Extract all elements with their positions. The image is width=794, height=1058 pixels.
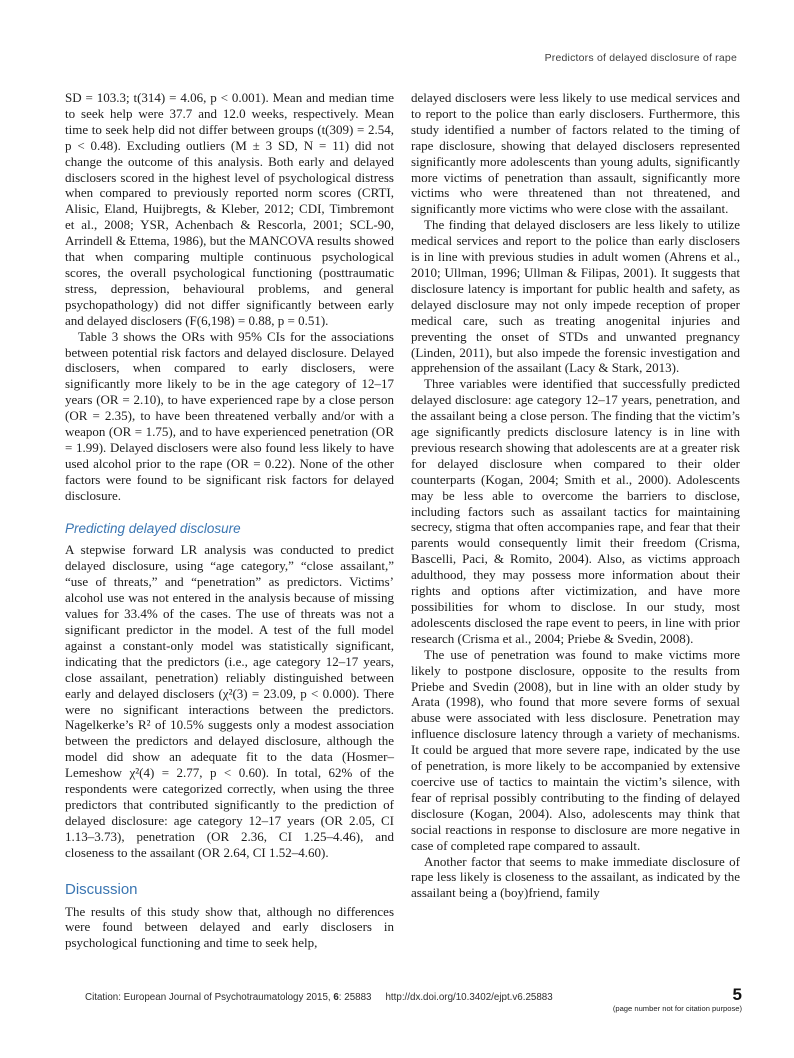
left-column bbox=[65, 90, 394, 951]
running-head: Predictors of delayed disclosure of rape bbox=[544, 52, 737, 64]
page-number-note: (page number not for citation purpose) bbox=[612, 1004, 742, 1013]
citation-text: Citation: European Journal of Psychotraumatology 2015, bbox=[85, 992, 334, 1003]
page-footer bbox=[85, 985, 742, 1013]
page-number-block bbox=[612, 985, 742, 1013]
citation-article-number: : 25883 bbox=[338, 992, 372, 1003]
page-number: 5 bbox=[732, 985, 742, 1004]
article-body bbox=[65, 90, 740, 951]
citation-volume: 6 bbox=[333, 992, 339, 1003]
paragraph-penetration: The use of penetration was found to make victims more likely to postpone disclosure, opposite to the results from Priebe and Svedin (2008), but in line with an older study by Arata (1998), who found that more severe forms of sexual abuse were associated with less disclosure. Penetration may influence disclosure latency through a variety of mechanisms. It could be argued that more severe rape, indicated by the use of penetration, is more likely to be accompanied by extensive coercive use of tactics to maintain the victim’s silence, with fear of reprisal possibly contributing to the finding of delayed disclosure (Kogan, 2004). Also, adolescents may think that social reactions in response to disclosure are more negative in case of completed rape compared to assault. bbox=[411, 646, 740, 853]
paragraph-closeness: Another factor that seems to make immediate disclosure of rape less likely is closeness to the assailant, as indicated by the assailant being a (boy)friend, family bbox=[411, 853, 740, 901]
section-heading-predicting-delayed-disclosure: Predicting delayed disclosure bbox=[65, 520, 241, 536]
paragraph-three-variables: Three variables were identified that successfully predicted delayed disclosure: age category 12–17 years, penetration, and the assailant being a close person. The finding that the victim’s age significantly predicts disclosure latency is in line with previous research showing that adolescents are at a greater risk for delayed disclosure when compared to their older counterparts (Kogan, 2004; Smith et al., 2000). Adolescents may be less able to overcome the barriers to disclose, including factors such as assailant tactics for maintaining secrecy, stigma that often accompanies rape, and fear that their parents would consequently limit their freedom (Crisma, Bascelli, Paci, & Romito, 2004). Also, as victims approach adulthood, they may possess more information about their rights and options after victimization, and have more possibilities for whom to disclose. In our study, most adolescents disclosed the rape event to peers, in line with prior research (Crisma et al., 2004; Priebe & Svedin, 2008). bbox=[411, 376, 740, 646]
paragraph-discussion-start: The results of this study show that, although no differences were found between delayed and early disclosers in psychological functioning and time to seek help, bbox=[65, 903, 394, 951]
paragraph-table3-results: Table 3 shows the ORs with 95% CIs for the associations between potential risk factors and delayed disclosure. Delayed disclosers, when compared to early disclosers, were significantly more likely to be in the age category of 12–17 years (OR = 2.10), to have experienced rape by a close person (OR = 2.35), to have been threatened verbally and/or with a weapon (OR = 1.75), and to have experienced penetration (OR = 1.99). Delayed disclosers were also found less likely to have used alcohol prior to the rape (OR = 0.22). None of the other factors were found to be significant risk factors for delayed disclosure. bbox=[65, 328, 394, 503]
section-heading-discussion: Discussion bbox=[65, 880, 138, 898]
doi-link[interactable]: http://dx.doi.org/10.3402/ejpt.v6.25883 bbox=[385, 992, 553, 1003]
citation-line bbox=[85, 988, 553, 1003]
paragraph-medical-services: The finding that delayed disclosers are less likely to utilize medical services and report to the police than early disclosers is in line with previous studies in adult women (Ahrens et al., 2010; Ullman, 1996; Ullman & Filipas, 2001). It suggests that disclosure latency is important for public health and safety, as delayed disclosure may not only impede reception of proper medical care, such as treating anogenital injuries and preventing the onset of STDs and unwanted pregnancy (Linden, 2011), but also impede the forensic investigation and apprehension of the assailant (Lacy & Stark, 2013). bbox=[411, 217, 740, 376]
right-column bbox=[411, 90, 740, 951]
paragraph-predicting-analysis: A stepwise forward LR analysis was conducted to predict delayed disclosure, using “age category,” “close assailant,” “use of threats,” and “penetration” as predictors. Victims’ alcohol use was not entered in the analysis because of missing values for 33.4% of the cases. The use of threats was not a significant predictor in the model. A test of the full model against a constant-only model was statistically significant, indicating that the predictors (i.e., age category 12–17 years, close assailant, penetration) reliably distinguished between early and delayed disclosers (χ²(3) = 23.09, p < 0.000). There were no significant interactions between the predictors. Nagelkerke’s R² of 10.5% suggests only a modest association between the predictors and delayed disclosure, although the model did show an adequate fit to the data (Hosmer–Lemeshow χ²(4) = 2.77, p < 0.60). In total, 62% of the respondents were categorized correctly, when using the three predictors that contributed significantly to the prediction of delayed disclosure: age category 12–17 years (OR 2.05, CI 1.13–3.73), penetration (OR 2.36, CI 1.25–4.46), and closeness to the assailant (OR 2.64, CI 1.52–4.60). bbox=[65, 542, 394, 860]
paragraph-results-continued: SD = 103.3; t(314) = 4.06, p < 0.001). Mean and median time to seek help were 37.7 and 12.0 weeks, respectively. Mean time to seek help did not differ between groups (t(309) = 2.54, p < 0.48). Excluding outliers (M ± 3 SD, N = 11) did not change the outcome of this analysis. Both early and delayed disclosers scored in the highest level of psychological distress when compared to previously reported norm scores (CRTI, Alisic, Eland, Huijbregts, & Kleber, 2012; CDI, Timbremont et al., 2008; YSR, Achenbach & Rescorla, 2001; SCL-90, Arrindell & Ettema, 1986), but the MANCOVA results showed that when comparing multiple continuous psychological scores, the overall psychological functioning (posttraumatic stress, depression, behavioural problems, and general psychopathology) did not differ significantly between early and delayed disclosers (F(6,198) = 0.88, p = 0.51). bbox=[65, 90, 394, 328]
paragraph-summary-continued: delayed disclosers were less likely to use medical services and to report to the police than early disclosers. Furthermore, this study identified a number of factors related to the timing of rape disclosure, showing that delayed disclosers represented significantly more adolescents than young adults, significantly more victims of penetration than assault, significantly more victims who were threatened than not threatened, and significantly more victims who were close with the assailant. bbox=[411, 90, 740, 217]
